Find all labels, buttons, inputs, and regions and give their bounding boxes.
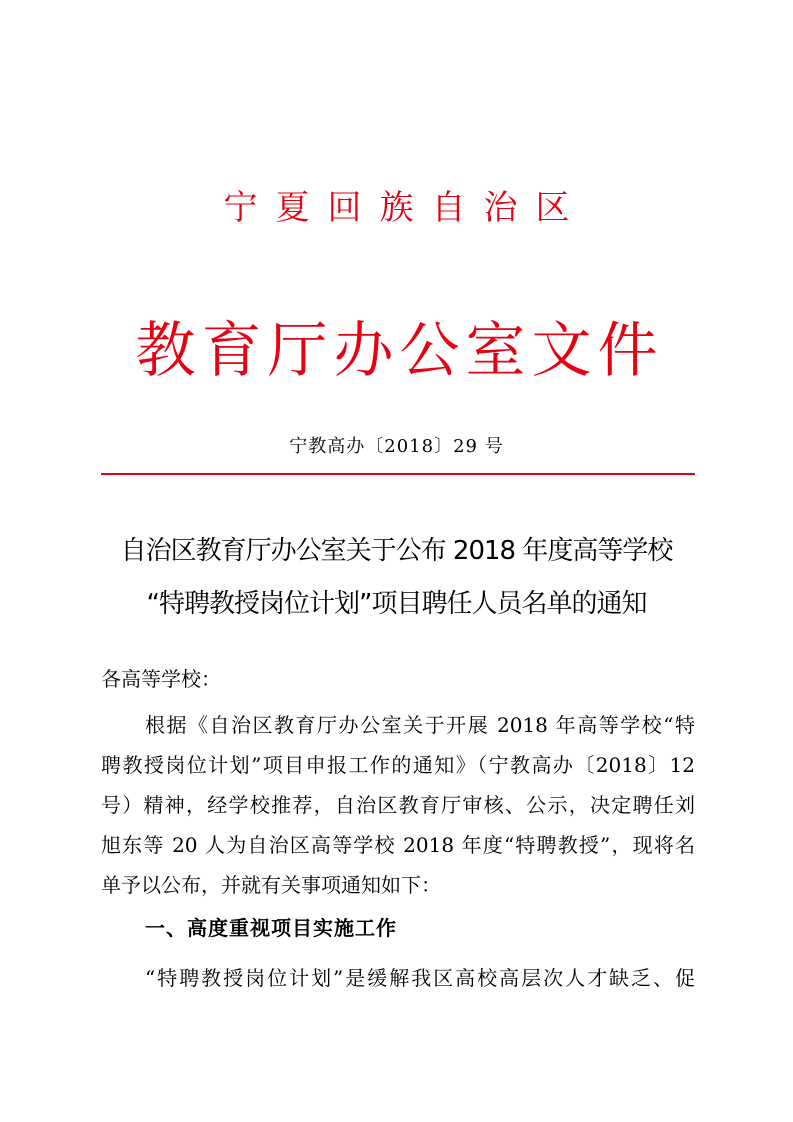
paragraph-1-line: 号）精神，经学校推荐，自治区教育厅审核、公示，决定聘任刘: [101, 793, 695, 817]
paragraph-1-line: 单予以公布，并就有关事项通知如下：: [101, 873, 441, 897]
issuer-office-file: 教育厅办公室文件: [135, 316, 664, 386]
paragraph-1: [101, 705, 695, 905]
red-separator-line: [101, 473, 695, 475]
section-1-heading: 一、高度重视项目实施工作: [145, 916, 397, 940]
document-number: 宁教高办〔2018〕29 号: [289, 436, 504, 457]
document-title-line-2: “特聘教授岗位计划”项目聘任人员名单的通知: [146, 589, 647, 619]
salutation: 各高等学校：: [101, 667, 221, 691]
paragraph-1-line: 旭东等 20 人为自治区高等学校 2018 年度“特聘教授”，现将名: [101, 833, 695, 857]
document-title-line-1: 自治区教育厅办公室关于公布 2018 年度高等学校: [120, 536, 673, 566]
issuer-region: 宁夏回族自治区: [223, 188, 588, 228]
paragraph-2-line-1: “特聘教授岗位计划”是缓解我区高校高层次人才缺乏、促: [145, 966, 695, 990]
paragraph-1-line: 根据《自治区教育厅办公室关于开展 2018 年高等学校“特: [145, 713, 695, 737]
paragraph-1-line: 聘教授岗位计划”项目申报工作的通知》（宁教高办〔2018〕12: [101, 753, 695, 777]
